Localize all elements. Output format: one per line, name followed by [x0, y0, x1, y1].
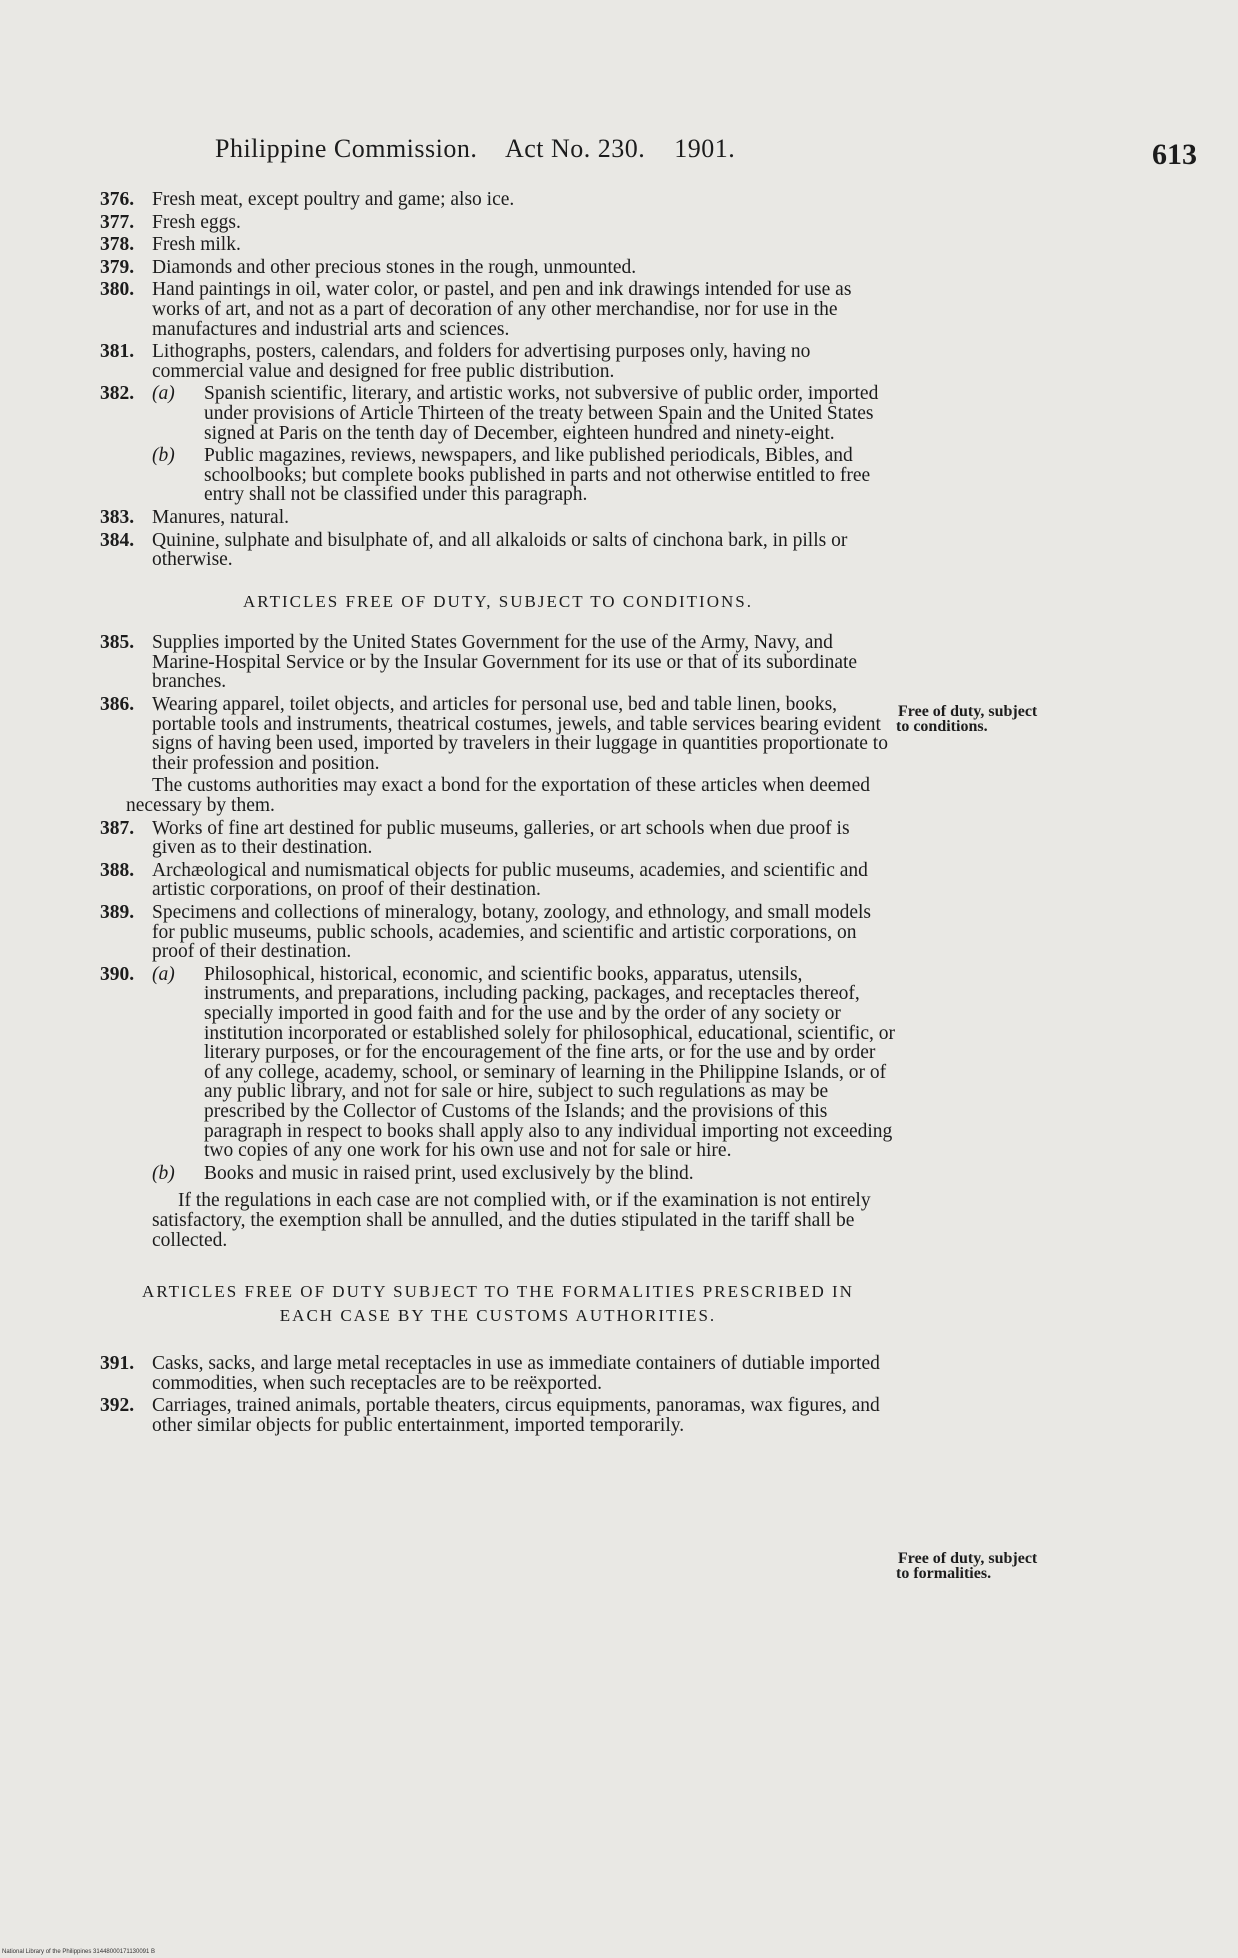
entry-number: 392.	[100, 1395, 135, 1417]
library-stamp: National Library of the Philippines 31448000171130091 B	[2, 1949, 156, 1955]
tariff-entry	[100, 903, 896, 962]
entry-text: Wearing apparel, toilet objects, and articles for personal use, bed and table linen, books, portable tools and instruments, theatrical costumes, jewels, and table services bearing evident signs of having been used, imported by travelers in their luggage in quantities proportionate to their profession and position.	[152, 694, 888, 774]
sub-text: Spanish scientific, literary, and artistic works, not subversive of public order, imported under provisions of Article Thirteen of the treaty between Spain and the United States signed at Paris on the tenth day of December, eighteen hundred and ninety-eight.	[204, 383, 879, 444]
entry-number: 385.	[100, 632, 135, 654]
entry-text: Casks, sacks, and large metal receptacles in use as immediate containers of dutiable imported commodities, when such receptacles are to be reëxported.	[152, 1353, 880, 1394]
entry-text: Lithographs, posters, calendars, and folders for advertising purposes only, having no commercial value and designed for free public distribution.	[152, 341, 811, 382]
entry-number: 379.	[100, 256, 135, 278]
section-heading-line: EACH CASE BY THE CUSTOMS AUTHORITIES.	[279, 1306, 717, 1326]
section-heading: ARTICLES FREE OF DUTY, SUBJECT TO CONDITIONS.	[243, 591, 753, 611]
entry-number: 388.	[100, 859, 135, 881]
header-part: Act No. 230.	[504, 134, 646, 163]
tariff-entry	[100, 819, 896, 858]
entry-text: Archæological and numismatical objects for public museums, academies, and scientific and artistic corporations, on proof of their destination.	[152, 859, 868, 901]
entry-text: Quinine, sulphate and bisulphate of, and all alkaloids or salts of cinchona bark, in pills or otherwise.	[152, 529, 848, 571]
entry-text: Manures, natural.	[152, 506, 289, 528]
entry-number: 382.	[100, 383, 135, 405]
entry-text: Works of fine art destined for public museums, galleries, or art schools when due proof is given as to their destination.	[152, 817, 850, 859]
section-heading	[100, 1280, 896, 1328]
sub-paragraph	[152, 384, 896, 443]
entry-text: Diamonds and other precious stones in the rough, unmounted.	[152, 256, 637, 278]
tariff-entry	[100, 258, 896, 278]
entry-number: 378.	[100, 234, 135, 256]
sub-label: (a)	[152, 963, 175, 985]
entry-number: 387.	[100, 817, 135, 839]
margin-note	[898, 704, 1128, 734]
entry-number: 383.	[100, 506, 135, 528]
entry-paragraph: The customs authorities may exact a bond for the exportation of these articles when deemed necessary by them.	[126, 775, 871, 817]
entry-text: Fresh meat, except poultry and game; also ice.	[152, 189, 515, 210]
margin-note-line: to formalities.	[896, 1565, 992, 1582]
entry-number: 384.	[100, 529, 135, 551]
margin-note	[898, 1551, 1128, 1581]
entry-number: 381.	[100, 341, 135, 363]
sub-paragraph	[152, 1164, 896, 1184]
entry-number: 377.	[100, 211, 135, 233]
margin-note-line: Free of duty, subject	[898, 1550, 1038, 1567]
sub-text: Books and music in raised print, used exclusively by the blind.	[204, 1162, 694, 1184]
page-number: 613	[1152, 138, 1197, 171]
entry-number: 389.	[100, 902, 135, 923]
tariff-entry	[100, 633, 896, 692]
document-body	[100, 190, 896, 1435]
tariff-entry	[100, 342, 896, 381]
tariff-entry	[100, 384, 896, 505]
tariff-entry	[100, 695, 896, 816]
running-header	[215, 134, 757, 164]
sub-paragraph	[152, 965, 896, 1161]
entry-text: Fresh eggs.	[152, 211, 241, 233]
header-part: 1901.	[674, 134, 736, 163]
tariff-entry	[100, 861, 896, 900]
entry-text: Carriages, trained animals, portable theaters, circus equipments, panoramas, wax figures, and other similar objects for public entertainment, imported temporarily.	[152, 1395, 880, 1436]
tariff-entry	[100, 965, 896, 1250]
entry-number: 391.	[100, 1353, 135, 1375]
sub-paragraph	[152, 446, 896, 505]
entry-number: 390.	[100, 963, 135, 985]
entry-number: 386.	[100, 694, 135, 716]
entry-text: Supplies imported by the United States Government for the use of the Army, Navy, and Marine-Hospital Service or by the Insular Government for its use or that of its subordinate branches.	[152, 632, 858, 693]
entry-text: Fresh milk.	[152, 234, 241, 256]
tariff-entry	[100, 531, 896, 570]
margin-note-line: to conditions.	[896, 718, 988, 735]
entry-text: Specimens and collections of mineralogy, botany, zoology, and ethnology, and small models for public museums, public schools, academies, and scientific and artistic corporations, on proof of their destination.	[152, 902, 871, 963]
entry-text: Hand paintings in oil, water color, or pastel, and pen and ink drawings intended for use as works of art, and not as a part of decoration of any other merchandise, nor for use in the manufactures and industrial arts and sciences.	[152, 279, 852, 340]
tariff-entry	[100, 235, 896, 255]
tariff-entry	[100, 1396, 896, 1435]
tariff-entry	[100, 1354, 896, 1393]
entry-number: 376.	[100, 189, 135, 210]
sub-label: (a)	[152, 383, 175, 405]
entry-number: 380.	[100, 279, 135, 301]
sub-text: Public magazines, reviews, newspapers, and like published periodicals, Bibles, and schoolbooks; but complete books published in parts and not otherwise entitled to free entry shall not be classified under this paragraph.	[204, 445, 871, 506]
section-heading-line: ARTICLES FREE OF DUTY SUBJECT TO THE FORMALITIES PRESCRIBED IN	[142, 1282, 854, 1302]
tariff-entry	[100, 508, 896, 528]
sub-label: (b)	[152, 445, 175, 467]
sub-text: Philosophical, historical, economic, and scientific books, apparatus, utensils, instruments, and preparations, including packing, packages, and receptacles thereof, specially imported in good faith and for the use and by the order of any society or institution incorporated or established solely for philosophical, educational, scientific, or literary purposes, or for the encouragement of the fine arts, or for the use and by order of any college, academy, school, or seminary of learning in the Philippine Islands, or of any public library, and not for sale or hire, subject to such regulations as may be prescribed by the Collector of Customs of the Islands; and the provisions of this paragraph in respect to books shall apply also to any individual importing not exceeding two copies of any one work for his own use and not for sale or hire.	[204, 963, 895, 1162]
sub-label: (b)	[152, 1162, 175, 1184]
tariff-entry	[100, 190, 896, 210]
header-part: Philippine Commission.	[215, 134, 478, 163]
margin-note-line: Free of duty, subject	[898, 703, 1038, 720]
entry-paragraph: If the regulations in each case are not complied with, or if the examination is not entirely satisfactory, the exemption shall be annulled, and the duties stipulated in the tariff shall be collected.	[152, 1190, 871, 1251]
tariff-entry	[100, 280, 896, 339]
tariff-entry	[100, 213, 896, 233]
